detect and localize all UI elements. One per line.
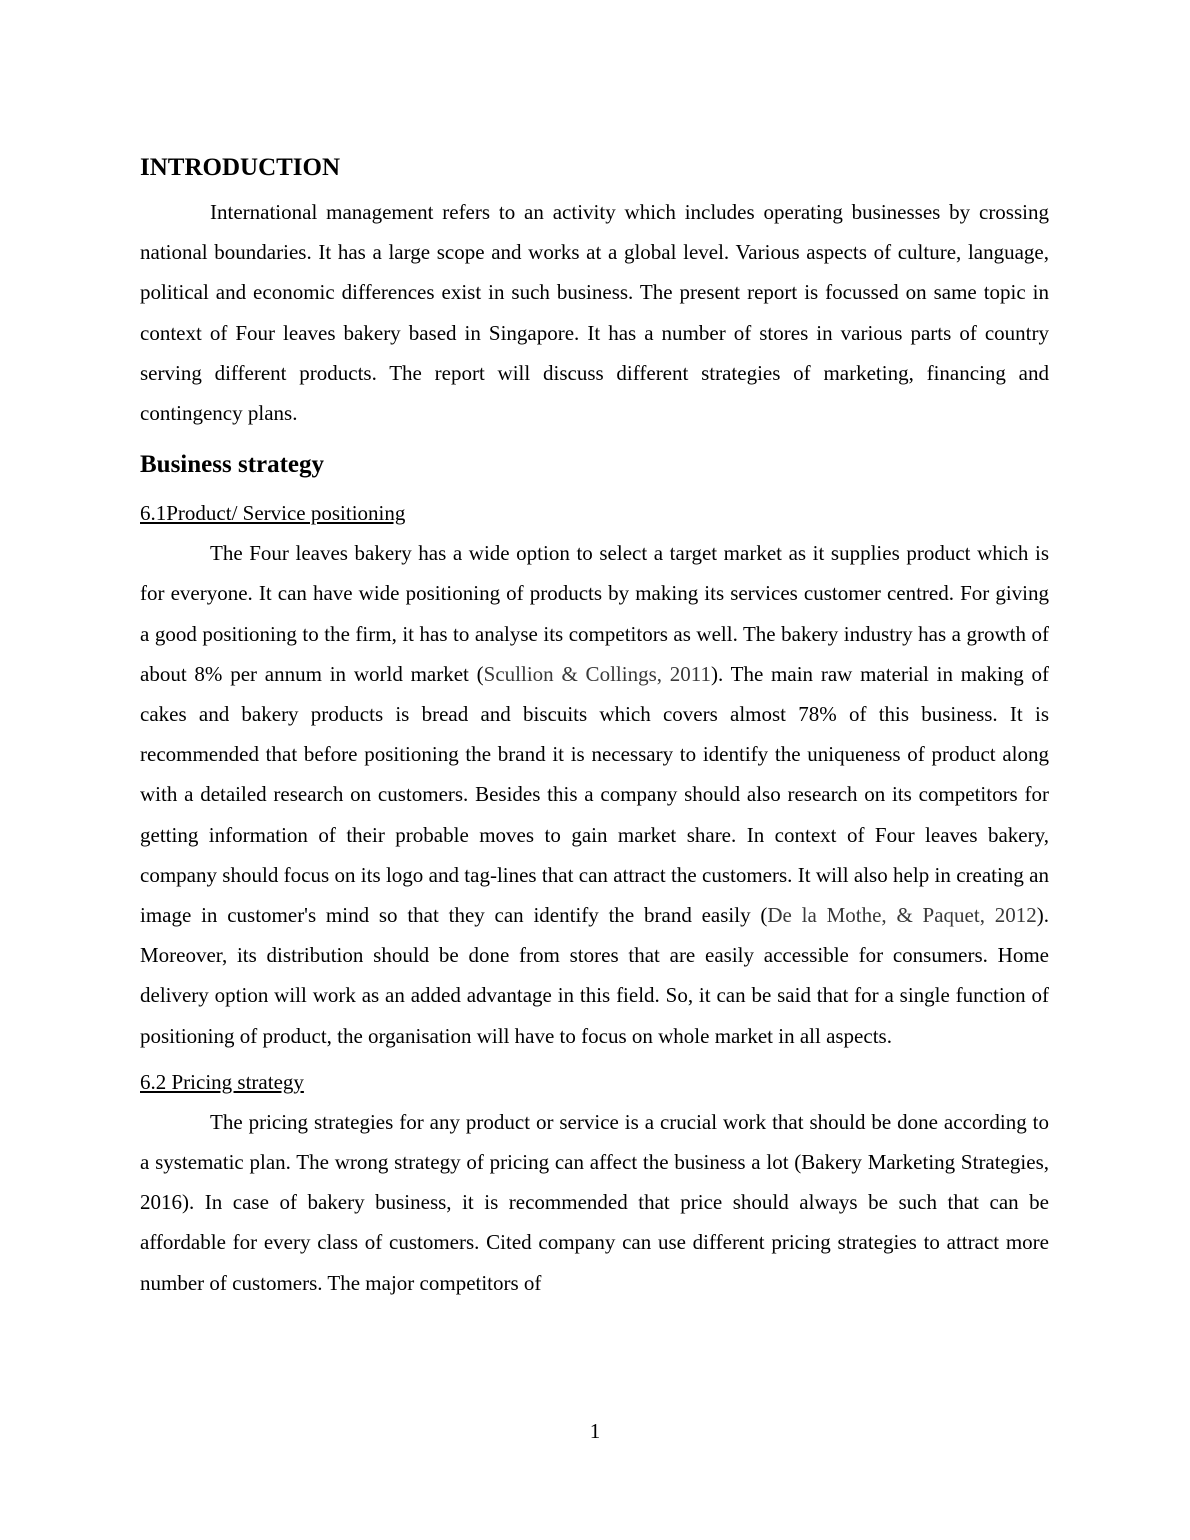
page-number: 1 <box>589 1419 601 1443</box>
product-text-part-3: ). Moreover, its distribution should be done from stores that are easily accessible for consumers. Home delivery option will work as an added advantage in this field. So, it can be said that for a single function of positioning of product, the organisation will have to focus on whole market in all aspects. <box>140 903 1049 1048</box>
citation-scullion-collings: Scullion & Collings, 2011 <box>483 661 711 686</box>
product-text-part-2: ). The main raw material in making of cakes and bakery products is bread and biscuits which covers almost 78% of this business. It is recommended that before positioning the brand it is necessary to identify the uniqueness of product along with a detailed research on customers. Besides this a company should also research on its competitors for getting information of their probable moves to gain market share. In context of Four leaves bakery, company should focus on its logo and tag-lines that can attract the customers. It will also help in creating an image in customer's mind so that they can identify the brand easily ( <box>140 661 1050 928</box>
page-content <box>140 150 1049 1309</box>
subheading-product-positioning: 6.1Product/ Service positioning <box>140 501 406 526</box>
product-positioning-paragraph <box>140 533 1049 1056</box>
citation-de-la-mothe: De la Mothe, & Paquet, 2012 <box>767 903 1037 928</box>
heading-business-strategy: Business strategy <box>140 451 325 479</box>
pricing-paragraph: The pricing strategies for any product or service is a crucial work that should be done according to a systematic plan. The wrong strategy of pricing can affect the business a lot (Bakery Marketing Strategies, 2016). In case of bakery business, it is recommended that price should always be such that can be affordable for every class of customers. Cited company can use different pricing strategies to attract more number of customers. The major competitors of <box>140 1109 1049 1295</box>
intro-paragraph: International management refers to an activity which includes operating businesses by crossing national boundaries. It has a large scope and works at a global level. Various aspects of culture, language, political and economic differences exist in such business. The present report is focussed on same topic in context of Four leaves bakery based in Singapore. It has a number of stores in various parts of country serving different products. The report will discuss different strategies of marketing, financing and contingency plans. <box>140 200 1049 426</box>
heading-introduction: INTRODUCTION <box>140 154 341 181</box>
subheading-pricing-strategy: 6.2 Pricing strategy <box>140 1069 304 1094</box>
product-text-part-1: The Four leaves bakery has a wide option to select a target market as it supplies product which is for everyone. It can have wide positioning of products by making its services customer centred. For giving a good positioning to the firm, it has to analyse its competitors as well. The bakery industry has a growth of about 8% per annum in world market ( <box>140 541 1049 686</box>
